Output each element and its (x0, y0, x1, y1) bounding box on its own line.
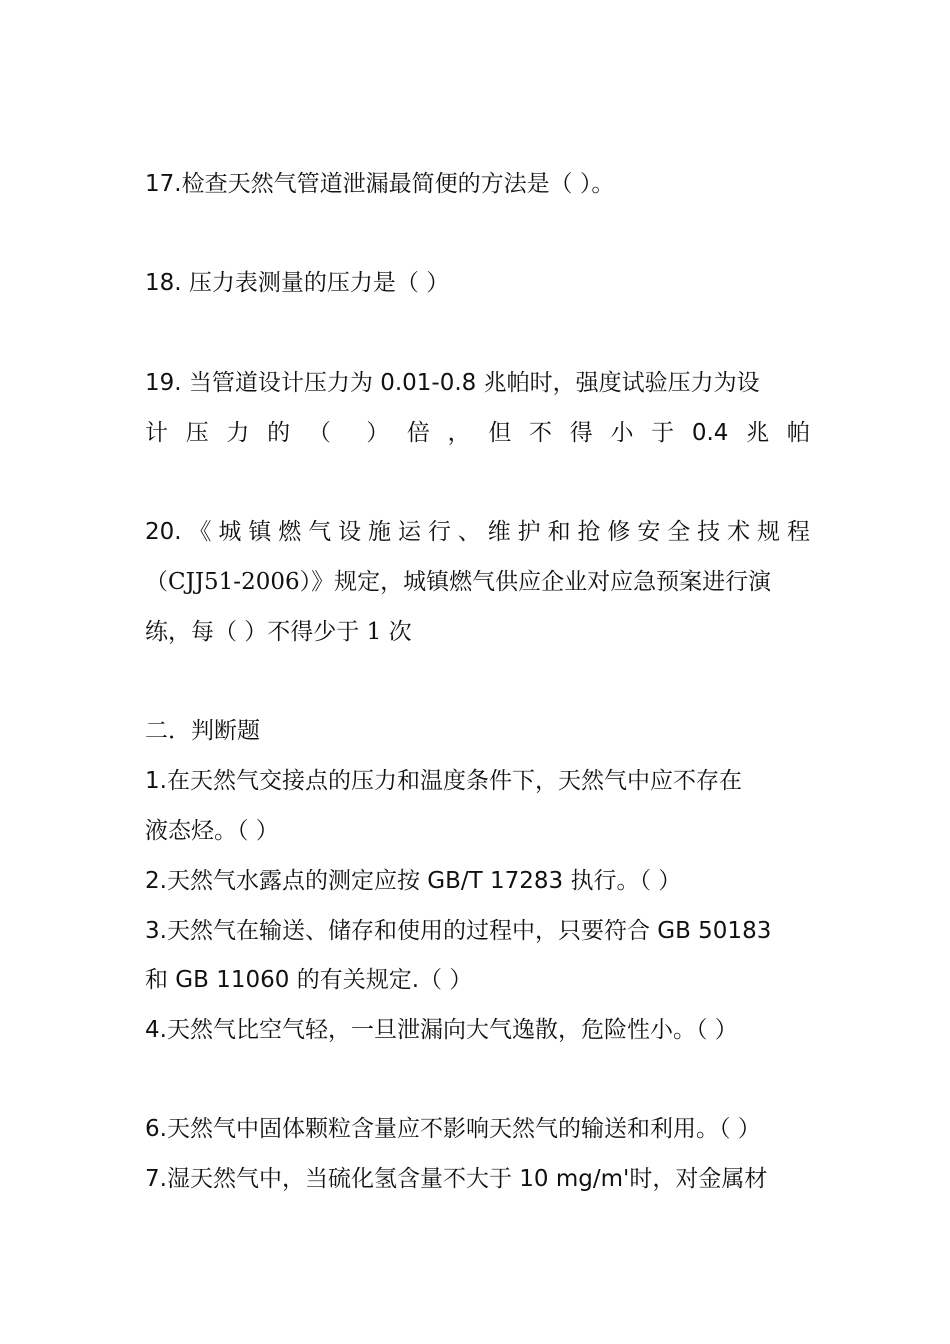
q20-token: 气 (308, 519, 332, 545)
q20-stem-line3: 练，每（ ）不得少于 1 次 (145, 619, 412, 645)
q20-token: 城 (218, 519, 242, 545)
judgment-3-line2: 和 GB 11060 的有关规定.（ ） (145, 967, 473, 993)
q19-token: 计 (145, 420, 168, 446)
q20-token: 安 (637, 519, 661, 545)
q19-token: ， (447, 420, 471, 446)
judgment-7-line1: 7.湿天然气中，当硫化氢含量不大于 10 mg/m'时，对金属材 (145, 1166, 768, 1192)
q19-token: 倍 (406, 420, 430, 446)
q20-token: 镇 (248, 519, 272, 545)
q20-token: 修 (607, 519, 631, 545)
judgment-1-line2: 液态烃。（ ） (145, 818, 279, 844)
q19-token: 但 (488, 420, 512, 446)
judgment-6: 6.天然气中固体颗粒含量应不影响天然气的输送和利用。（ ） (145, 1116, 761, 1142)
q19-token: 压 (185, 420, 209, 446)
q20-token: 护 (517, 519, 541, 545)
q19-token: 得 (569, 420, 593, 446)
q19-token: 力 (226, 420, 250, 446)
q19-token: ） (366, 420, 390, 446)
q19-token: 帕 (786, 420, 810, 446)
q20-token: 规 (757, 519, 781, 545)
section-title: 二．判断题 (145, 718, 260, 744)
q19-stem-line2 (145, 418, 810, 448)
q19-token: 的 (267, 420, 291, 446)
q20-token: 术 (727, 519, 751, 545)
q20-token: 20. (145, 519, 182, 545)
q20-stem-line2: （CJJ51-2006）》规定，城镇燃气供应企业对应急预案进行演 (145, 569, 772, 595)
judgment-4: 4.天然气比空气轻，一旦泄漏向大气逸散，危险性小。（ ） (145, 1017, 738, 1043)
q19-token: 0.4 (691, 420, 729, 446)
q20-token: 行 (427, 519, 451, 545)
judgment-1-line1: 1.在天然气交接点的压力和温度条件下，天然气中应不存在 (145, 768, 742, 794)
judgment-2: 2.天然气水露点的测定应按 GB/T 17283 执行。（ ） (145, 868, 682, 894)
q19-token: 于 (651, 420, 675, 446)
q20-token: 设 (338, 519, 362, 545)
q20-token: 技 (697, 519, 721, 545)
q19-stem-line1: 19. 当管道设计压力为 0.01-0.8 兆帕时，强度试验压力为设 (145, 370, 760, 396)
q20-token: 程 (786, 519, 810, 545)
q19-token: 不 (529, 420, 553, 446)
q19-token: 小 (610, 420, 634, 446)
q20-token: 《 (188, 519, 212, 545)
q20-token: 抢 (577, 519, 601, 545)
q20-token: 全 (667, 519, 691, 545)
q20-stem-line1 (145, 517, 810, 547)
q19-token: 兆 (746, 420, 770, 446)
judgment-3-line1: 3.天然气在输送、储存和使用的过程中，只要符合 GB 50183 (145, 918, 772, 944)
q20-token: 和 (547, 519, 571, 545)
q20-token: 、 (457, 519, 481, 545)
q20-token: 运 (397, 519, 421, 545)
q20-token: 施 (368, 519, 392, 545)
q18-stem: 18. 压力表测量的压力是（ ） (145, 270, 450, 296)
q20-token: 燃 (278, 519, 302, 545)
q20-token: 维 (487, 519, 511, 545)
q19-token: （ (307, 420, 331, 446)
q17-stem: 17.检查天然气管道泄漏最简便的方法是（ ）。 (145, 171, 615, 197)
